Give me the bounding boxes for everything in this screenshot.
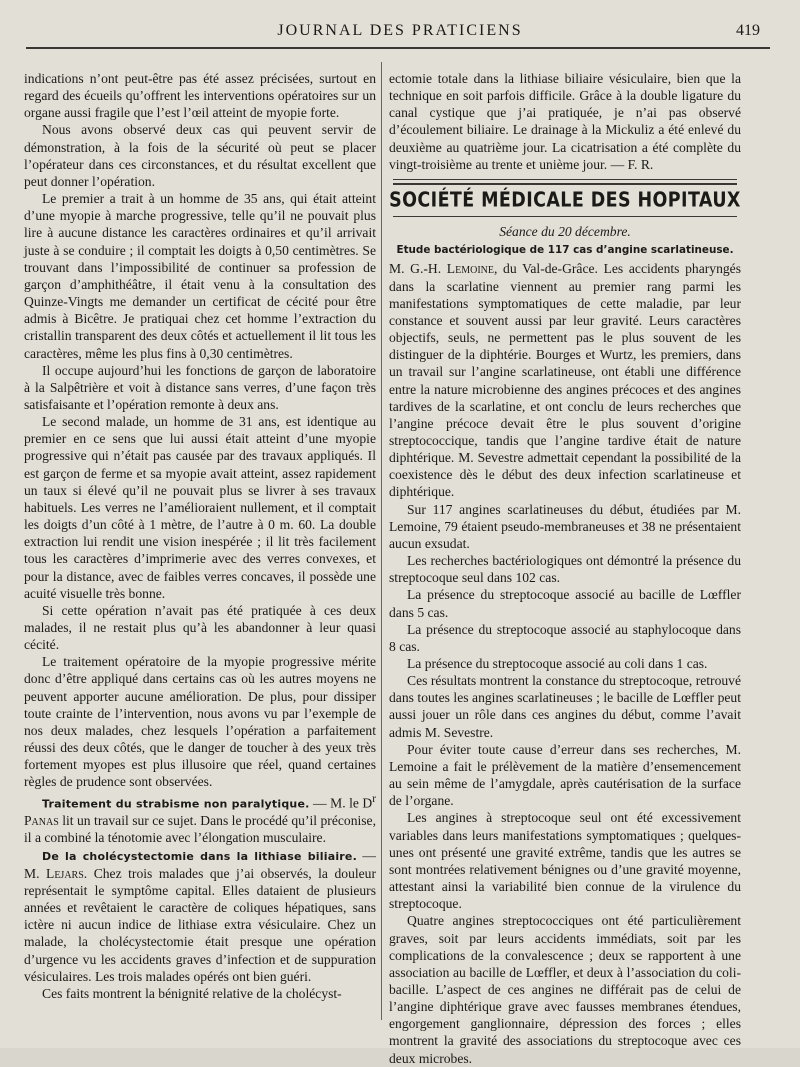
- page-number: 419: [736, 22, 760, 39]
- author-name: Lejars: [46, 865, 84, 881]
- paragraph: Ces résultats montrent la constance du streptocoque, retrouvé dans toutes les angines scarlatineuses ; le bacille de Lœffler peut aussi jouer un rôle dans ces angines du début, comme l’avait admis M. Sevestre.: [389, 673, 741, 740]
- society-heading: SOCIÉTÉ MÉDICALE DES HOPITAUX: [389, 189, 741, 213]
- paragraph: La présence du streptocoque associé au staphylocoque dans 8 cas.: [389, 621, 741, 654]
- dash-text: — M.: [24, 847, 376, 881]
- section-rule: [393, 216, 737, 217]
- section-text: , du Val-de-Grâce. Les accidents pharyngés dans la scarlatine viennent au premier rang parmi les manifestations symptomatiques de cette maladie, par leur constance et souvent aussi par leur gravité. Leurs caractères objectifs, seuls, ne permettent pas le plus souvent de les distinguer de la diphtérie. Bourges et Wurtz, les premiers, dans un travail sur l’angine scarlatineuse, ont établi une différence entre la nature microbienne des angines précoces et des angines tardives de la scarlatine, et ont conclu de leurs recherches que l’angine précoce devait être le plus souvent d’origine streptococcique, tandis que l’angine tardive était de nature diphtérique. M. Sevestre admettait cependant la possibilité de la coexistence dès le début des deux infection scarlatineuse et diphtérique.: [389, 261, 741, 500]
- paragraph: Le premier a trait à un homme de 35 ans, qui était atteint d’une myopie à marche progressive, telle qu’il ne pouvait plus lire à aucune distance les caractères ordinaires et qu’il arrivait juste à se conduire ; il comptait les doigts à 0,50 centimètres. Se trouvant dans l’impossibilité de continuer sa profession de garçon d’amphithéâtre, il était venu à la consultation des Quinze-Vingts me demander un certificat de cécité pour être admis à Bicêtre. Je pratiquai chez cet homme l’extraction du cristallin transparent des deux côtés et actuellement il lit tous les caractères, même les plus fins à 0,30 centimètres.: [24, 191, 376, 361]
- section-heading-strabisme: Traitement du strabisme non paralytique.: [42, 797, 310, 811]
- journal-title: JOURNAL DES PRATICIENS: [277, 22, 523, 39]
- paragraph: La présence du streptocoque associé au coli dans 1 cas.: [407, 656, 708, 671]
- paragraph: Les recherches bactériologiques ont démontré la présence du streptocoque seul dans 102 cas.: [389, 553, 741, 586]
- paragraph: Il occupe aujourd’hui les fonctions de garçon de laboratoire à la Salpêtrière et voit à distance sans verres, d’une façon très satisfaisante et l’opération remonte à deux ans.: [24, 362, 376, 412]
- paragraph: Quatre angines streptococciques ont été particulièrement graves, soit par leurs accidents immédiats, soit par les complications de la convalescence ; deux se rapportent à une association au bacille de Lœffler, et deux à l’association du coli-bacille. L’aspect de ces angines ne différait pas de celui de l’angine diphtérique grave avec fausses membranes étendues, engorgement ganglionnaire, dépression des forces ; elles montrent la gravité des associations du streptocoque avec ces deux microbes.: [389, 913, 741, 1066]
- paragraph: Sur 117 angines scarlatineuses du début, étudiées par M. Lemoine, 79 étaient pseudo-membraneuses et 38 ne présentaient aucun exsudat.: [389, 501, 741, 551]
- author-prefix: M. G.-H.: [389, 261, 447, 277]
- section-rule: [393, 179, 737, 180]
- paragraph: Les angines à streptocoque seul ont été excessivement variables dans leurs manifestations symptomatiques ; quelques-unes ont présenté une gravité extrême, tandis que les autres se sont montrées relativement bénignes ou d’une gravité moyenne, attestant ainsi la variabilité bien connue de la virulence du streptocoque.: [389, 810, 741, 912]
- study-heading: Etude bactériologique de 117 cas d’angine scarlatineuse.: [396, 244, 734, 257]
- left-column: [24, 70, 376, 1002]
- paragraph: Nous avons observé deux cas qui peuvent servir de démonstration, à la fois de la sécurité où peut se placer l’opérateur dans ces circonstances, et du résultat excellent que peut donner l’opération.: [24, 122, 376, 189]
- paragraph: Si cette opération n’avait pas été pratiquée à ces deux malades, il ne restait plus qu’à les abandonner à leur quasi cécité.: [24, 602, 376, 653]
- paragraph: Le traitement opératoire de la myopie progressive mérite donc d’être appliqué dans certains cas où les autres moyens ne peuvent apporter aucune amélioration. De plus, pour dissiper toute crainte de l’intervention, nous avons vu par l’exemple de nos deux malades, chez lesquels l’opération a parfaitement réussi des deux côtés, que le danger de toucher à des yeux très fortement myopes est plus illusoire que réel, quand certaines règles de prudence sont observées.: [24, 654, 376, 790]
- cholecystectomie-section: [24, 847, 376, 985]
- column-divider: [381, 62, 382, 1020]
- section-text: lit un travail sur ce sujet. Dans le procédé qu’il préconise, il a combiné la ténotomie avec l’élongation musculaire.: [24, 813, 376, 846]
- paragraph: Pour éviter toute cause d’erreur dans ses recherches, M. Lemoine a fait le prélèvement de la matière d’ensemencement au sein même de l’amygdale, après cautérisation de la surface de l’organe.: [389, 741, 741, 809]
- section-rule: [393, 183, 737, 185]
- paragraph: La présence du streptocoque associé au bacille de Lœffler dans 5 cas.: [389, 587, 741, 620]
- section-heading-cholecystectomie: De la cholécystectomie dans la lithiase biliaire.: [42, 849, 357, 863]
- strabisme-section: [24, 791, 376, 847]
- paragraph: Le second malade, un homme de 31 ans, est identique au premier en ce sens que lui aussi était atteint d’une myopie progressive qui n’était pas causée par des travaux appliqués. Il est garçon de ferme et sa myopie avait atteint, assez rapidement un taux si élevé qu’il ne pouvait plus se livrer à ses travaux habituels. Les verres ne l’amélioraient nullement, et il comptait les doigts d’un côté à 1 mètre, de l’autre à 0 m. 60. La double extraction lui rendit une vision inespérée ; il lit très facilement tous les caractères d’imprimerie avec des verres convexes, et pour la distance, avec de faibles verres concaves, il possède une acuité visuelle très bonne.: [24, 414, 376, 601]
- study-intro: [389, 260, 741, 500]
- author-name: Lemoine: [446, 261, 494, 277]
- header-rule: [26, 47, 770, 49]
- right-column: [389, 70, 741, 1067]
- session-date: Séance du 20 décembre.: [499, 224, 631, 240]
- author-name: Panas: [24, 813, 59, 829]
- doctor-superscript: r: [372, 792, 376, 805]
- section-text: . Chez trois malades que j’ai observés, la douleur représentait le symptôme capital. Elles dataient de plusieurs années et revêtaient le caractère de coliques hépatiques, sans ictère ni aucun indice de lithiase extra vésiculaire. Chez un malade, la cholécystectomie était presque une opération d’urgence vu les accidents graves d’infection et de suppuration vésiculaires. Les trois malades opérés ont bien guéri.: [24, 865, 377, 984]
- page-header: [28, 20, 772, 46]
- paragraph: ectomie totale dans la lithiase biliaire vésiculaire, bien que la technique en soit parfois difficile. Grâce à la double ligature du canal cystique que j’ai pratiquée, je n’ai pas observé d’écoulement biliaire. Le drainage à la Mickuliz a été enlevé du deuxième au quatrième jour. La cicatrisation a été complète du vingt-troisième au trente et unième jour. — F. R.: [389, 71, 741, 172]
- dash-text: — M. le D: [309, 795, 373, 811]
- paragraph: Ces faits montrent la bénignité relative de la cholécyst-: [42, 985, 342, 1001]
- paragraph: indications n’ont peut-être pas été assez précisées, surtout en regard des écueils qu’offrent les interventions opératoires sur un organe aussi fragile que l’est l’œil atteint de myopie forte.: [24, 71, 376, 121]
